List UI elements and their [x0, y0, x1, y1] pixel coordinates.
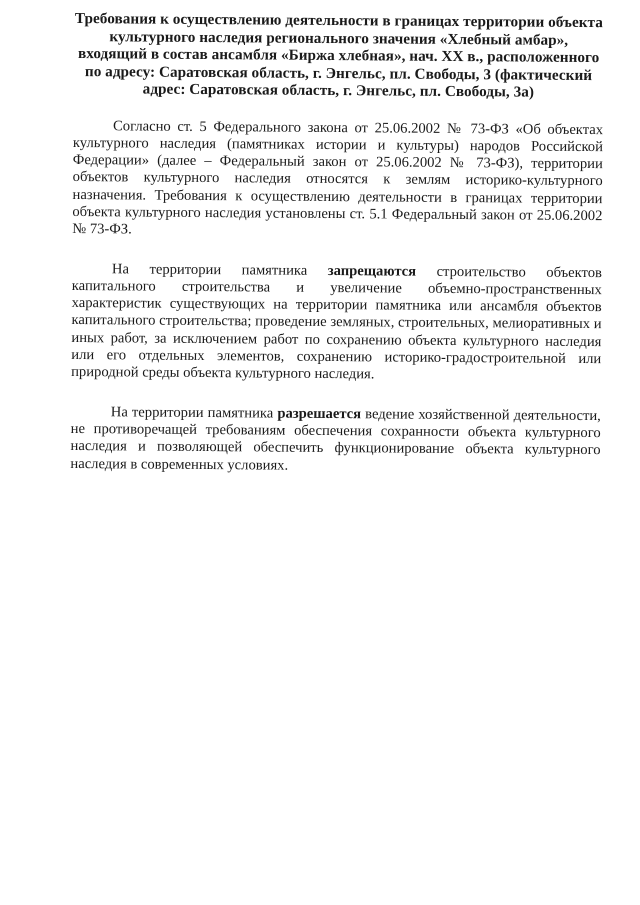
paragraph-permissions: [70, 404, 601, 477]
permitted-keyword: разрешается: [277, 405, 362, 422]
document-title: Требования к осуществлению деятельности в границах территории объекта культурного наследия регионального значения «Хлебный амбар», входящий в состав ансамбля «Биржа хлебная», нач. XX в., расположенного по адресу: Саратовская область, г. Энгельс, пл. Свободы, 3 (фактический адрес: Саратовская область, г. Энгельс, пл. Свободы, 3а): [74, 10, 603, 101]
document-content: [70, 10, 604, 477]
paragraph-prohibitions: [71, 261, 602, 386]
paragraph-permissions-lead: На территории памятника: [110, 403, 278, 422]
paragraph-prohibitions-body: строительство объектов капитального строительства и увеличение объемно-пространственных характеристик существующих на территории памятника или ансамбля объектов капитального строительства; проведение земляных, строительных, мелиоративных и иных работ, за исключением работ по сохранению объекта культурного наследия или его отдельных элементов, сохранению историко-градостроительной или природной среды объекта культурного наследия.: [71, 263, 603, 383]
prohibited-keyword: запрещаются: [327, 262, 417, 280]
paragraph-prohibitions-lead: На территории памятника: [111, 260, 328, 279]
paragraph-permissions-body: ведение хозяйственной деятельности, не противоречащей требованиям обеспечения сохранности объекта культурного наследия и позволяющей обеспечить функционирование объекта культурного наследия в современных условиях.: [70, 405, 601, 474]
paragraph-legal-basis: Согласно ст. 5 Федерального закона от 25.06.2002 № 73-ФЗ «Об объектах культурного наследия (памятниках истории и культуры) народов Российской Федерации» (далее – Федеральный закон от 25.06.2002 № 73-ФЗ), территории объектов культурного наследия относятся к землям историко-культурного назначения. Требования к осуществлению деятельности в границах территории объекта культурного наследия установлены ст. 5.1 Федеральный закон от 25.06.2002 № 73-ФЗ.: [72, 117, 604, 238]
